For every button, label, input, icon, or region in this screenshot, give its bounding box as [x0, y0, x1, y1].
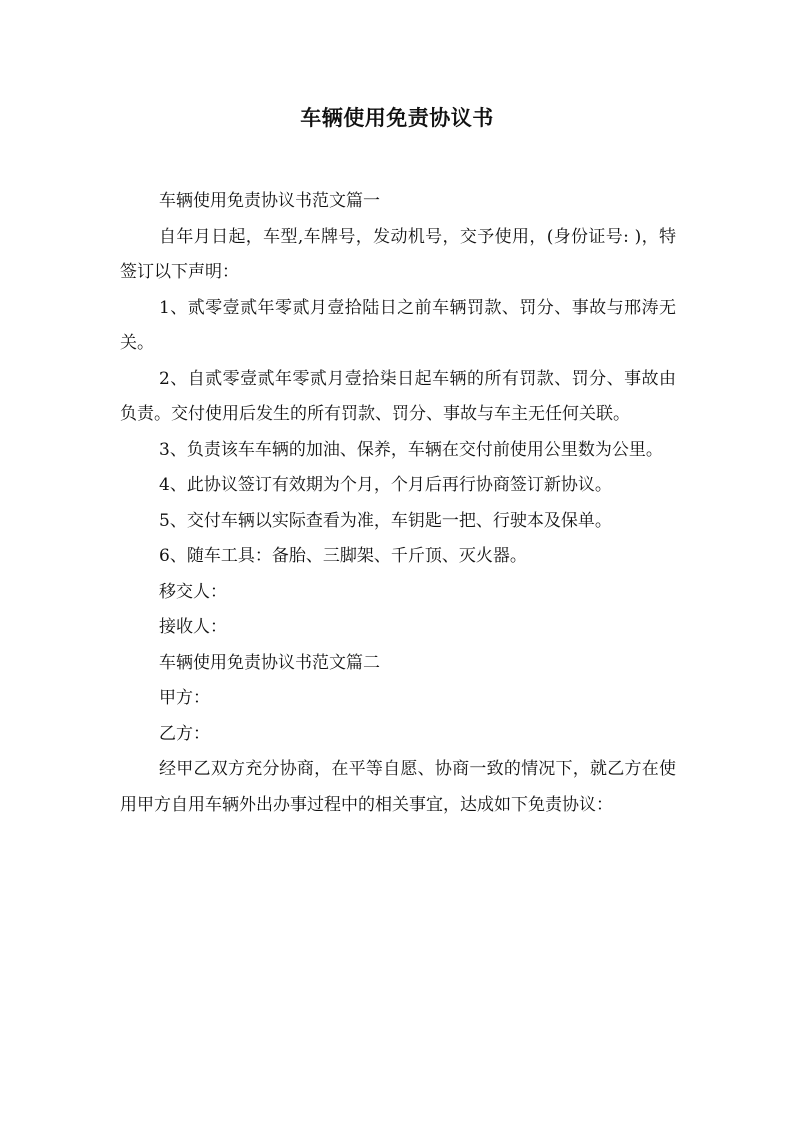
paragraph-item-2: 2、自贰零壹贰年零贰月壹拾柒日起车辆的所有罚款、罚分、事故由负责。交付使用后发生的所有罚款、罚分、事故与车主无任何关联。	[120, 368, 676, 424]
paragraph-item-3: 3、负责该车车辆的加油、保养，车辆在交付前使用公里数为公里。	[159, 439, 663, 460]
paragraph-agreement: 经甲乙双方充分协商，在平等自愿、协商一致的情况下，就乙方在使用甲方自用车辆外出办事过程中的相关事宜，达成如下免责协议：	[120, 759, 676, 815]
party-b-line: 乙方：	[159, 723, 210, 744]
document-body	[120, 184, 676, 823]
section-heading-2: 车辆使用免责协议书范文篇二	[159, 652, 380, 673]
paragraph-item-4: 4、此协议签订有效期为个月，个月后再行协商签订新协议。	[159, 475, 612, 495]
paragraph-item-5: 5、交付车辆以实际查看为准，车钥匙一把、行驶本及保单。	[159, 510, 612, 531]
section-heading-1: 车辆使用免责协议书范文篇一	[159, 191, 380, 211]
party-a-line: 甲方：	[159, 688, 210, 708]
paragraph-item-6: 6、随车工具：备胎、三脚架、千斤顶、灭火器。	[159, 546, 527, 566]
receiver-line: 接收人：	[159, 617, 227, 637]
paragraph-item-1: 1、贰零壹贰年零贰月壹拾陆日之前车辆罚款、罚分、事故与邢涛无关。	[120, 297, 676, 353]
document-title: 车辆使用免责协议书	[300, 105, 494, 130]
transferor-line: 移交人：	[159, 581, 227, 602]
paragraph-intro: 自年月日起，车型,车牌号，发动机号，交予使用，(身份证号: )，特签订以下声明：	[120, 226, 676, 282]
